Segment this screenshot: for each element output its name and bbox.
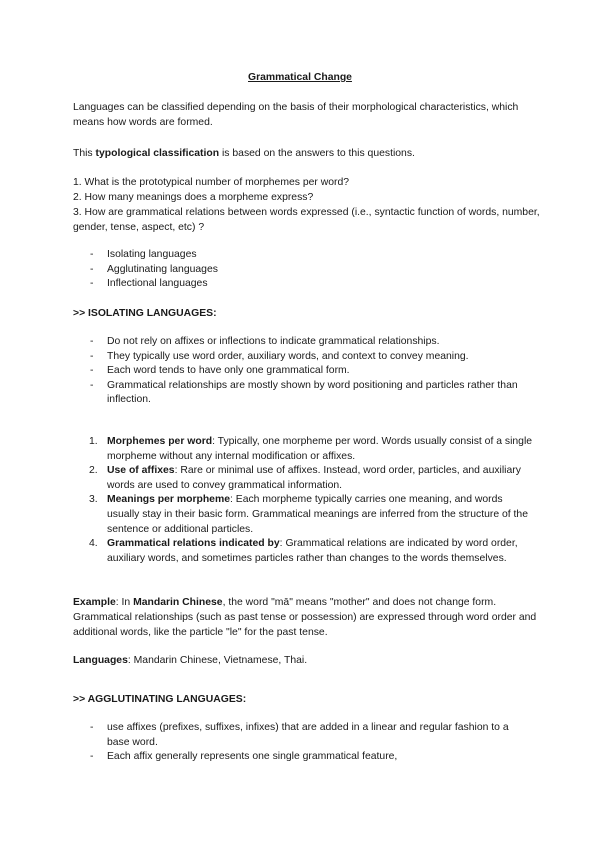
- languages-text: : Mandarin Chinese, Vietnamese, Thai.: [127, 655, 308, 666]
- language-types-list: [73, 248, 533, 292]
- typology-post: is based on the answers to this questions.: [219, 148, 415, 159]
- list-item: - Each word tends to have only one grammatical form.: [73, 364, 533, 379]
- typology-paragraph: [73, 146, 533, 161]
- isolating-numbered-list: [73, 435, 533, 566]
- item-number: 2.: [89, 465, 98, 477]
- example-text-1: : In: [115, 597, 134, 608]
- item-number: 4.: [89, 538, 98, 550]
- list-item: [73, 464, 533, 493]
- question-item: 3. How are grammatical relations between words expressed (i.e., syntactic function of words, number, gender, tense, aspect, etc) ?: [73, 207, 540, 233]
- list-item: [73, 537, 533, 566]
- list-item: - Each affix generally represents one single grammatical feature,: [73, 750, 533, 765]
- agglutinating-heading: >> AGGLUTINATING LANGUAGES:: [73, 694, 247, 705]
- intro-paragraph: Languages can be classified depending on the basis of their morphological characteristics, which means how words are formed.: [73, 102, 519, 128]
- list-item: - Inflectional languages: [73, 277, 533, 292]
- item-text: : Typically, one morpheme per word. Words usually consist of a single morpheme without any internal modification or affixes.: [107, 436, 533, 462]
- example-paragraph: [73, 595, 543, 640]
- item-term: Use of affixes: [107, 465, 175, 477]
- item-term: Grammatical relations indicated by: [107, 538, 280, 550]
- list-item: [73, 435, 533, 464]
- list-item: - Isolating languages: [73, 248, 533, 263]
- typology-term: typological classification: [95, 148, 220, 159]
- agglutinating-bullets: [73, 721, 533, 765]
- item-number: 3.: [89, 494, 98, 506]
- item-text: : Rare or minimal use of affixes. Instead, word order, particles, and auxiliary words are used to convey grammatical information.: [107, 465, 521, 491]
- isolating-heading: >> ISOLATING LANGUAGES:: [73, 308, 217, 319]
- list-item: - Grammatical relationships are mostly shown by word positioning and particles rather than inflection.: [73, 379, 533, 408]
- item-number: 1.: [89, 436, 98, 447]
- question-item: 1. What is the prototypical number of morphemes per word?: [73, 177, 350, 188]
- list-item: [73, 493, 533, 537]
- languages-paragraph: [73, 653, 533, 668]
- item-term: Meanings per morpheme: [107, 494, 230, 506]
- list-item: - Do not rely on affixes or inflections to indicate grammatical relationships.: [73, 335, 533, 350]
- example-label: Example: [73, 597, 116, 608]
- example-text-2: , the word "mā" means "mother" and does not change form. Grammatical relationships (such as past tense or possession) are expressed through word order and additional words, like the particle "le" for the past tense.: [73, 597, 537, 638]
- page-title: Grammatical Change: [248, 72, 352, 83]
- item-term: Morphemes per word: [107, 436, 213, 447]
- questions-list: [73, 175, 543, 235]
- question-item: 2. How many meanings does a morpheme express?: [73, 192, 314, 203]
- item-text: : Grammatical relations are indicated by word order, auxiliary words, and sometimes particles rather than changes to the words themselves.: [107, 538, 518, 564]
- item-text: : Each morpheme typically carries one meaning, and words usually stay in their basic form. Grammatical meanings are inferred from the structure of the sentence or additional particles.: [107, 494, 528, 535]
- list-item: - use affixes (prefixes, suffixes, infixes) that are added in a linear and regular fashion to a base word.: [73, 721, 533, 750]
- list-item: - Agglutinating languages: [73, 263, 533, 278]
- example-language: Mandarin Chinese: [133, 597, 223, 608]
- typology-pre: This: [73, 148, 96, 159]
- isolating-bullets: [73, 335, 533, 408]
- languages-label: Languages: [73, 655, 128, 666]
- list-item: - They typically use word order, auxiliary words, and context to convey meaning.: [73, 350, 533, 365]
